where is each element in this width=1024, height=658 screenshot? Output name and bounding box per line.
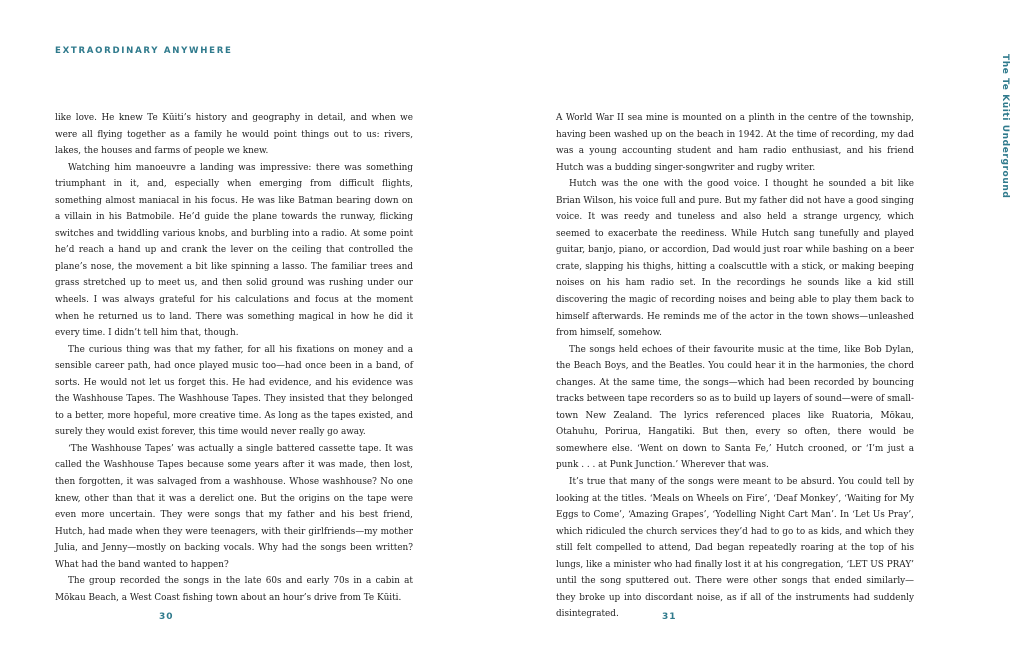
right-page-text <box>556 110 914 623</box>
paragraph: like love. He knew Te Kūiti’s history and geography in detail, and when we were all flying together as a family he would point things out to us: rivers, lakes, the houses and farms of people we knew. <box>55 113 413 157</box>
paragraph: A World War II sea mine is mounted on a plinth in the centre of the township, having been washed up on the beach in 1942. At the time of recording, my dad was a young accounting student and ham radio enthusiast, and his friend Hutch was a budding singer-songwriter and rugby writer. <box>556 113 914 173</box>
paragraph: The curious thing was that my father, for all his fixations on money and a sensible career path, had once played music too—had once been in a band, of sorts. He would not let us forget this. He had evidence, and his evidence was the Washhouse Tapes. The Washhouse Tapes. They insisted that they belonged to a better, more hopeful, more creative time. As long as the tapes existed, and surely they would exist forever, this time would never really go away. <box>55 344 413 438</box>
paragraph: It’s true that many of the songs were meant to be absurd. You could tell by looking at the titles. ‘Meals on Wheels on Fire’, ‘Deaf Monkey’, ‘Waiting for My Eggs to Come’, ‘Amazing Grapes’, ‘Yodelling Night Cart Man’. In ‘Let Us Pray’, which ridiculed the church services they’d had to go to as kids, and which they still felt compelled to attend, Dad began repeatedly roaring at the top of his lungs, like a minister who had finally lost it at his congregation, ‘LET US PRAY’ until the song sputtered out. There were other songs that ended similarly—they broke up into discordant noise, as if all of the instruments had suddenly disintegrated. <box>556 477 914 620</box>
page-number-left: 30 <box>159 612 174 622</box>
paragraph: Watching him manoeuvre a landing was impressive: there was something triumphant in it, and, especially when emerging from difficult flights, something almost maniacal in his focus. He was like Batman bearing down on a villain in his Batmobile. He’d guide the plane towards the runway, flicking switches and twiddling various knobs, and burbling into a radio. At some point he’d reach a hand up and crank the lever on the ceiling that controlled the plane’s nose, the movement a bit like spinning a lasso. The familiar trees and grass stretched up to meet us, and then solid ground was rushing under our wheels. I was always grateful for his calculations and focus at the moment when he returned us to land. There was something magical in how he did it every time. I didn’t tell him that, though. <box>55 162 413 339</box>
paragraph: ‘The Washhouse Tapes’ was actually a single battered cassette tape. It was called the Washhouse Tapes because some years after it was made, then lost, then forgotten, it was salvaged from a washhouse. Whose washhouse? No one knew, other than that it was a derelict one. But the origins on the tape were even more uncertain. They were songs that my father and his best friend, Hutch, had made when they were teenagers, with their girlfriends—my mother Julia, and Jenny—mostly on backing vocals. Why had the songs been written? What had the band wanted to happen? <box>55 443 413 570</box>
left-page-text <box>55 110 413 606</box>
paragraph: The group recorded the songs in the late 60s and early 70s in a cabin at Mōkau Beach, a West Coast fishing town about an hour’s drive from Te Kūiti. <box>55 576 413 603</box>
page-number-right: 31 <box>662 612 677 622</box>
paragraph: Hutch was the one with the good voice. I thought he sounded a bit like Brian Wilson, his voice full and pure. But my father did not have a good singing voice. It was reedy and tuneless and also held a strange urgency, which seemed to exacerbate the reediness. While Hutch sang tunefully and played guitar, banjo, piano, or accordion, Dad would just roar while bashing on a beer crate, slapping his thighs, hitting a coalscuttle with a stick, or making beeping noises on his ham radio set. In the recordings he sounds like a kid still discovering the magic of recording noises and being able to play them back to himself afterwards. He reminds me of the actor in the town shows—unleashed from himself, somehow. <box>556 179 914 339</box>
running-head: EXTRAORDINARY ANYWHERE <box>55 46 233 56</box>
paragraph: The songs held echoes of their favourite music at the time, like Bob Dylan, the Beach Boys, and the Beatles. You could hear it in the harmonies, the chord changes. At the same time, the songs—which had been recorded by bouncing tracks between tape recorders so as to build up layers of sound—were of small-town New Zealand. The lyrics referenced places like Ruatoria, Mōkau, Otahuhu, Porirua, Hangatiki. But then, every so often, there would be somewhere else. ‘Went on down to Santa Fe,’ Hutch crooned, or ‘I’m just a punk . . . at Punk Junction.’ Wherever that was. <box>556 344 914 471</box>
chapter-side-title: The Te Kūiti Underground <box>1000 54 1010 199</box>
